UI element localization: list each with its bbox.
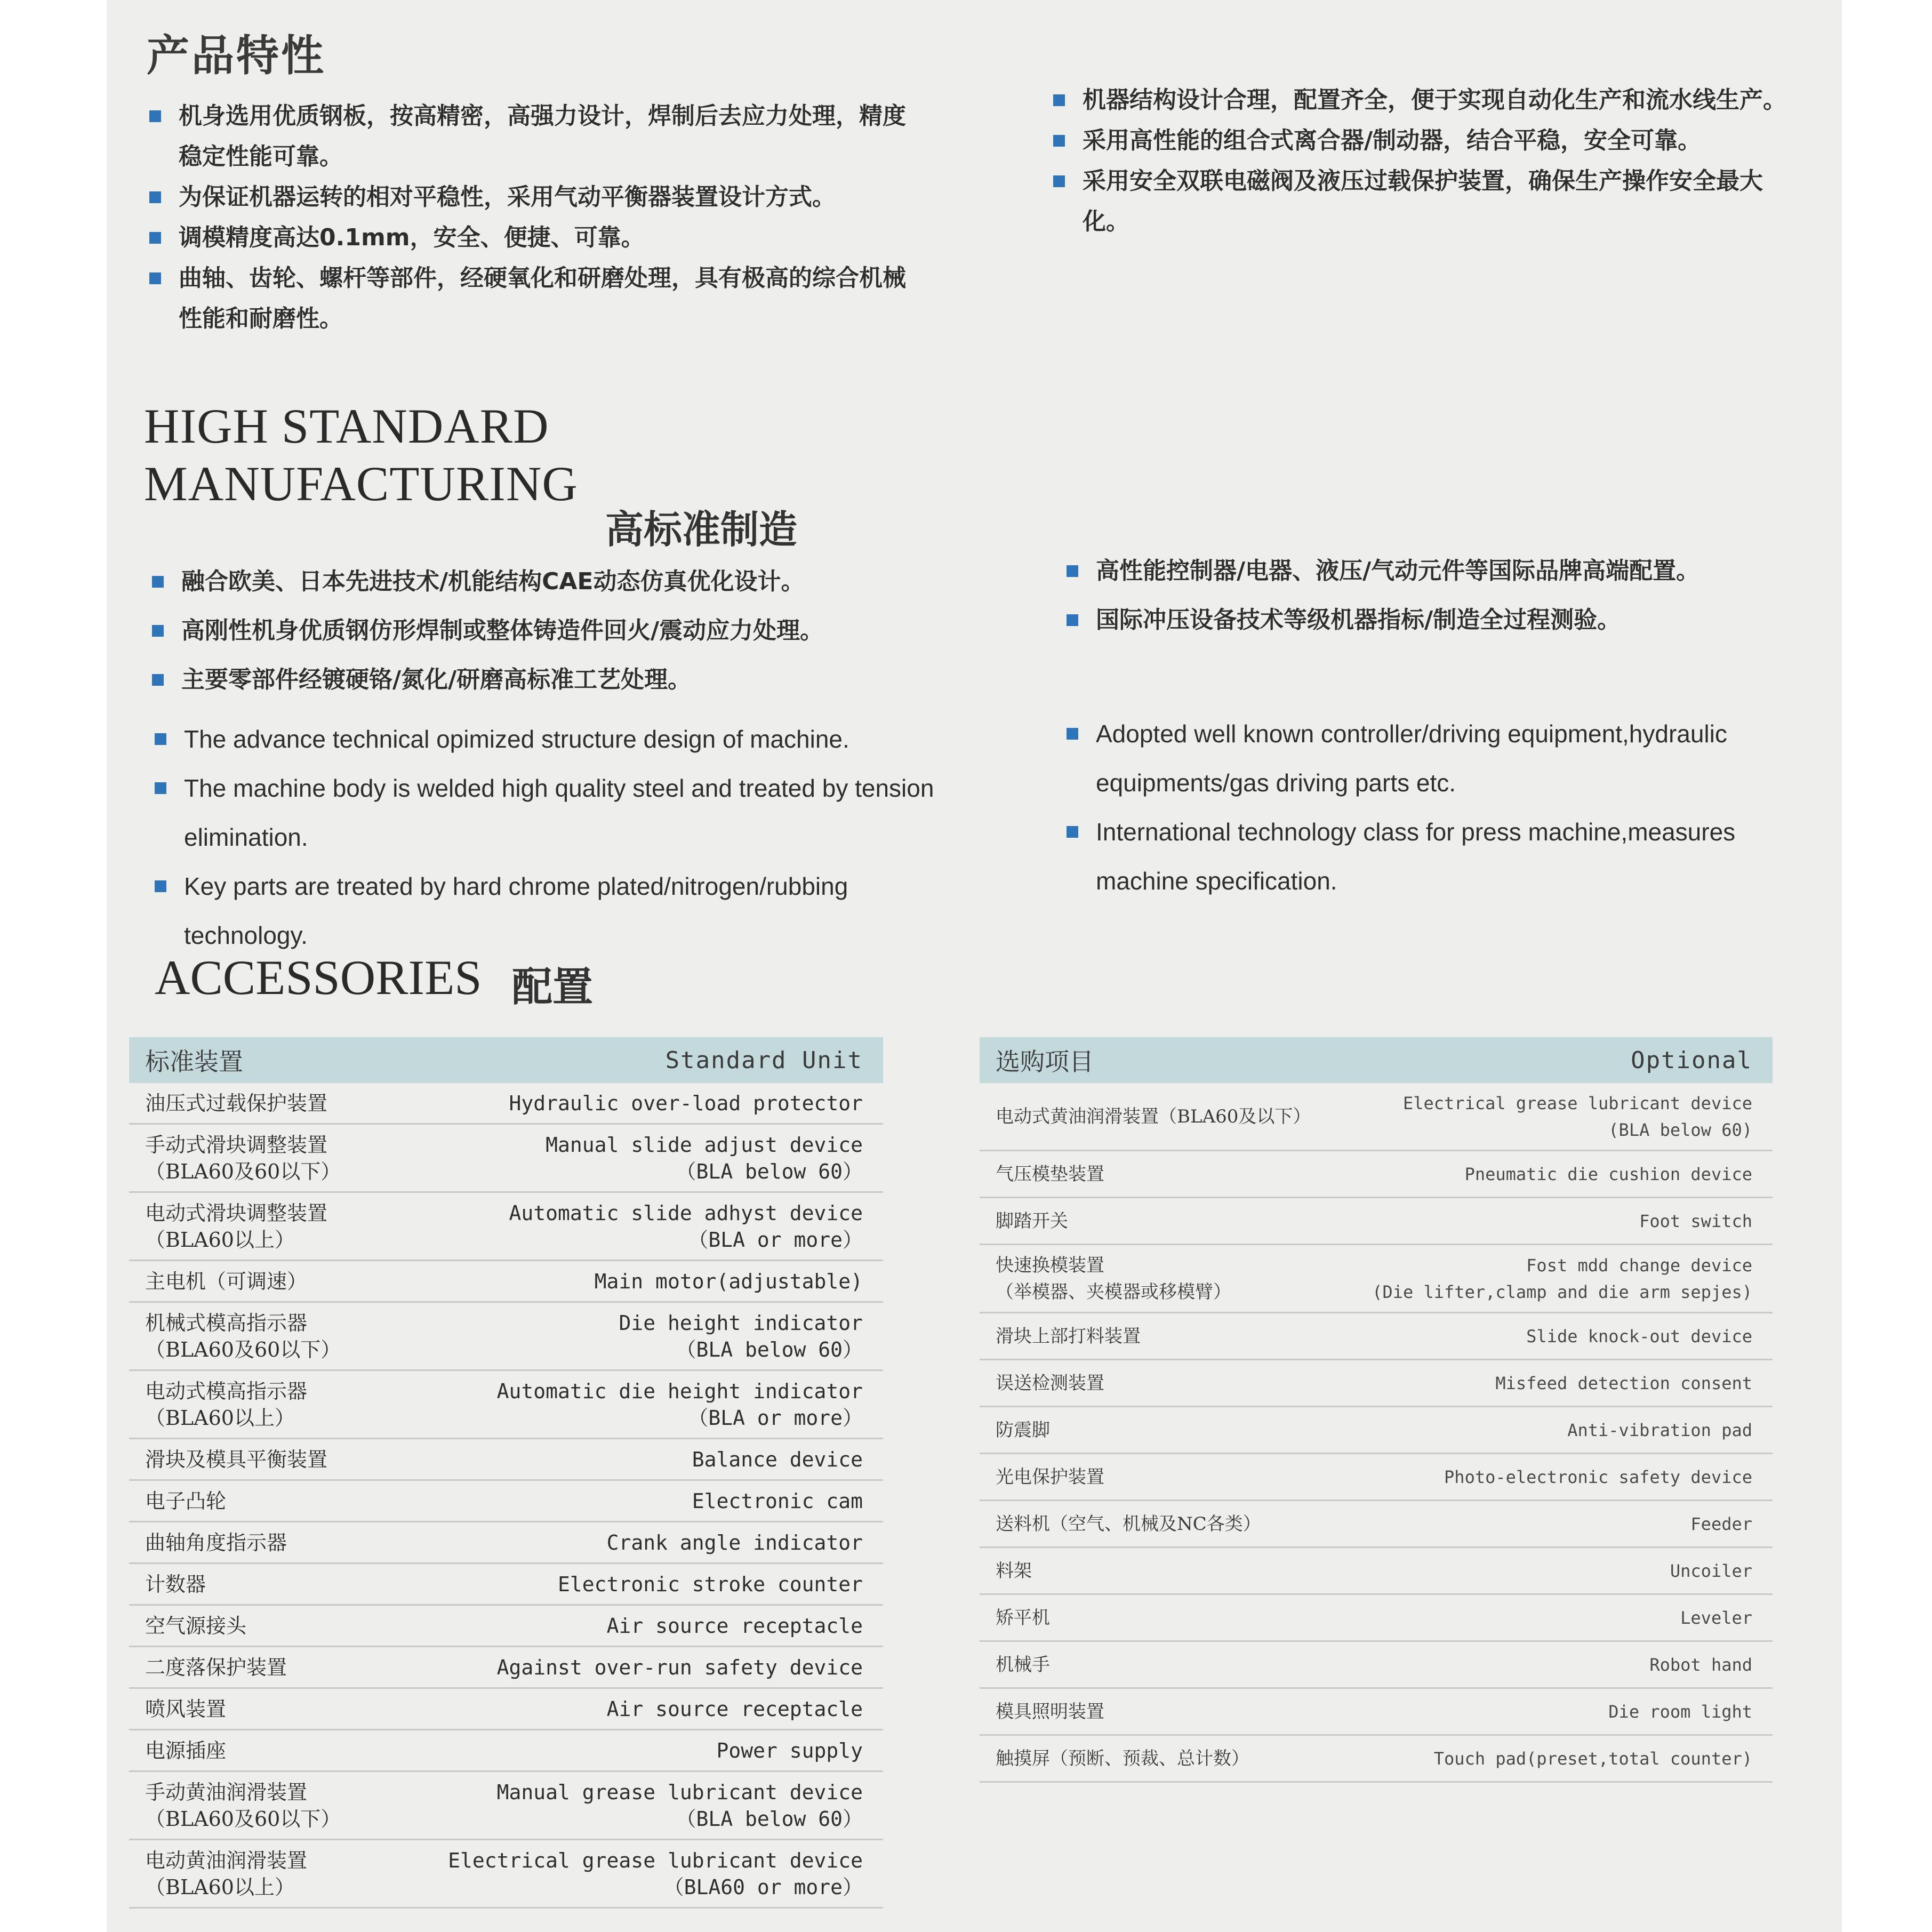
bullet-icon <box>152 576 164 588</box>
bullet-icon <box>1067 826 1078 838</box>
accessories-heading-cn: 配置 <box>512 963 593 1011</box>
bullet-icon <box>1053 175 1065 187</box>
list-item: 曲轴、齿轮、螺杆等部件，经硬氧化和研磨处理，具有极高的综合机械性能和耐磨性。 <box>149 258 923 339</box>
list-item: 为保证机器运转的相对平稳性，采用气动平衡器装置设计方式。 <box>149 177 923 218</box>
bullet-icon <box>155 782 166 794</box>
bullet-icon <box>1067 565 1078 577</box>
list-item: The advance technical opimized structure design of machine. <box>155 715 976 764</box>
table-row: 料架 Uncoiler <box>980 1548 1773 1595</box>
table-row: 快速换模装置 （举模器、夹模器或移模臂） Fost mdd change device (Die lifter,clamp and die arm sepjes) <box>980 1245 1773 1313</box>
table-row: 脚踏开关 Foot switch <box>980 1198 1773 1245</box>
table-row: 电动式滑块调整装置 （BLA60以上） Automatic slide adhyst device （BLA or more） <box>129 1193 883 1261</box>
table-row: 电动式黄油润滑装置（BLA60及以下） Electrical grease lubricant device (BLA below 60) <box>980 1083 1773 1151</box>
table-row: 手动黄油润滑装置 （BLA60及60以下） Manual grease lubricant device （BLA below 60） <box>129 1772 883 1840</box>
bullet-icon <box>149 272 161 284</box>
table-row: 电子凸轮 Electronic cam <box>129 1481 883 1522</box>
table-row: 油压式过载保护装置 Hydraulic over-load protector <box>129 1083 883 1125</box>
list-item: Key parts are treated by hard chrome plated/nitrogen/rubbing technology. <box>155 862 976 960</box>
bullet-icon <box>149 110 161 122</box>
bullet-icon <box>1053 135 1065 147</box>
table-row: 手动式滑块调整装置 （BLA60及60以下） Manual slide adjust device （BLA below 60） <box>129 1125 883 1193</box>
hsm-left-cn-list <box>152 557 952 704</box>
list-item: 高性能控制器/电器、液压/气动元件等国际品牌高端配置。 <box>1067 547 1813 596</box>
standard-unit-table <box>129 1037 883 1909</box>
list-item: 融合欧美、日本先进技术/机能结构CAE动态仿真优化设计。 <box>152 557 952 606</box>
table-row: 误送检测装置 Misfeed detection consent <box>980 1360 1773 1407</box>
list-item: 采用安全双联电磁阀及液压过载保护装置，确保生产操作安全最大化。 <box>1053 161 1789 242</box>
table-row: 计数器 Electronic stroke counter <box>129 1564 883 1606</box>
table-row: 滑块上部打料装置 Slide knock-out device <box>980 1313 1773 1360</box>
list-item: 高刚性机身优质钢仿形焊制或整体铸造件回火/震动应力处理。 <box>152 606 952 655</box>
table-row: 喷风装置 Air source receptacle <box>129 1689 883 1730</box>
table-row: 气压模垫装置 Pneumatic die cushion device <box>980 1151 1773 1198</box>
table-row: 机械式模高指示器 （BLA60及60以下） Die height indicator （BLA below 60） <box>129 1303 883 1371</box>
list-item: 机器结构设计合理，配置齐全，便于实现自动化生产和流水线生产。 <box>1053 80 1789 121</box>
list-item: 主要零部件经镀硬铬/氮化/研磨高标准工艺处理。 <box>152 655 952 704</box>
bullet-icon <box>149 232 161 244</box>
table-row: 送料机（空气、机械及NC各类） Feeder <box>980 1501 1773 1548</box>
bullet-icon <box>1067 614 1078 626</box>
list-item: 机身选用优质钢板，按高精密，高强力设计，焊制后去应力处理，精度稳定性能可靠。 <box>149 96 923 177</box>
hsm-right-cn-list <box>1067 547 1813 645</box>
list-item: The machine body is welded high quality steel and treated by tension elimination. <box>155 764 976 862</box>
bullet-icon <box>155 733 166 745</box>
features-right-list <box>1053 80 1789 242</box>
list-item: Adopted well known controller/driving equipment,hydraulic equipments/gas driving parts etc. <box>1067 709 1813 807</box>
list-item: 调模精度高达0.1mm，安全、便捷、可靠。 <box>149 218 923 258</box>
table-header: 选购项目 Optional <box>980 1037 1773 1083</box>
hsm-right-en-list <box>1067 709 1813 905</box>
list-item: International technology class for press machine,measures machine specification. <box>1067 807 1813 905</box>
accessories-heading: ACCESSORIES <box>155 950 482 1005</box>
hsm-heading-cn: 高标准制造 <box>605 507 798 552</box>
hsm-left-en-list <box>155 715 976 960</box>
table-row: 防震脚 Anti-vibration pad <box>980 1407 1773 1454</box>
table-row: 空气源接头 Air source receptacle <box>129 1606 883 1647</box>
table-row: 光电保护装置 Photo-electronic safety device <box>980 1454 1773 1501</box>
product-features-heading: 产品特性 <box>147 30 326 81</box>
table-row: 触摸屏（预断、预裁、总计数） Touch pad(preset,total counter) <box>980 1736 1773 1783</box>
table-row: 模具照明装置 Die room light <box>980 1689 1773 1736</box>
table-row: 电源插座 Power supply <box>129 1730 883 1772</box>
table-row: 主电机（可调速） Main motor(adjustable) <box>129 1261 883 1303</box>
table-row: 滑块及模具平衡装置 Balance device <box>129 1439 883 1481</box>
table-row: 曲轴角度指示器 Crank angle indicator <box>129 1522 883 1564</box>
table-row: 电动式模高指示器 （BLA60以上） Automatic die height indicator （BLA or more） <box>129 1371 883 1439</box>
features-left-list <box>149 96 923 339</box>
brochure-page <box>107 0 1842 1932</box>
bullet-icon <box>152 625 164 637</box>
table-row: 矫平机 Leveler <box>980 1595 1773 1642</box>
bullet-icon <box>1067 728 1078 740</box>
page-margin <box>1842 0 1932 1932</box>
bullet-icon <box>155 880 166 892</box>
table-row: 电动黄油润滑装置 （BLA60以上） Electrical grease lubricant device （BLA60 or more） <box>129 1840 883 1909</box>
table-header: 标准装置 Standard Unit <box>129 1037 883 1083</box>
list-item: 国际冲压设备技术等级机器指标/制造全过程测验。 <box>1067 596 1813 645</box>
bullet-icon <box>149 191 161 203</box>
table-row: 二度落保护装置 Against over-run safety device <box>129 1647 883 1689</box>
hsm-heading: HIGH STANDARD MANUFACTURING <box>144 399 578 511</box>
optional-table <box>980 1037 1773 1783</box>
bullet-icon <box>152 674 164 686</box>
table-row: 机械手 Robot hand <box>980 1642 1773 1689</box>
bullet-icon <box>1053 94 1065 106</box>
list-item: 采用高性能的组合式离合器/制动器，结合平稳，安全可靠。 <box>1053 121 1789 161</box>
